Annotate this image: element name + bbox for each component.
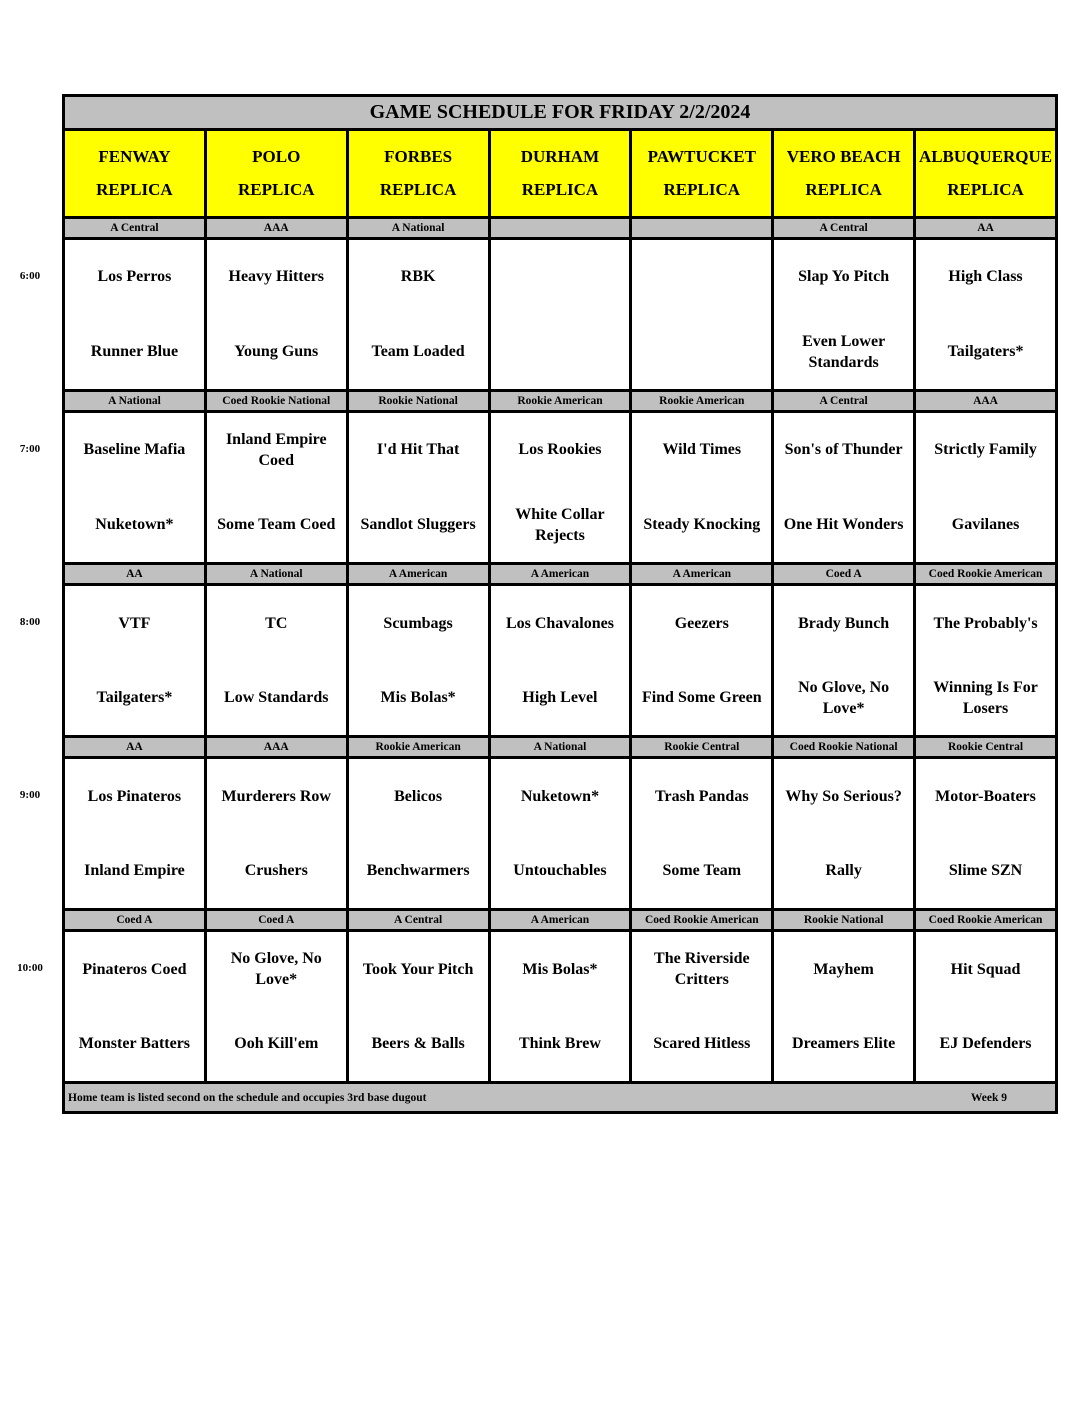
game-cell [631,930,773,1083]
away-team: Motor-Boaters [935,787,1036,805]
division-label: A American [347,564,489,584]
home-team: Winning Is For Losers [933,678,1038,717]
division-label: AAA [915,391,1057,411]
home-team: Even Lower Standards [802,332,886,371]
home-team: Untouchables [513,862,607,880]
away-team: Took Your Pitch [362,960,474,978]
division-label: AA [64,737,206,757]
away-team: Why So Serious? [785,787,902,805]
division-label: A Central [773,218,915,238]
away-team: Belicos [394,787,443,805]
time-label: 6:00 [19,269,41,282]
game-row [64,584,1057,737]
away-team: The Probably's [933,614,1038,632]
game-cell [773,411,915,564]
away-team: Los Rookies [518,441,602,459]
field-subtitle: REPLICA [663,180,741,200]
home-team: Dreamers Elite [792,1035,896,1053]
game-cell [631,757,773,910]
game-cell [489,757,631,910]
field-header [915,129,1057,218]
game-cell [64,757,206,910]
division-label: Coed A [205,910,347,930]
division-label: A Central [64,218,206,238]
division-row [64,391,1057,411]
away-team: Los Perros [97,268,172,286]
field-header [347,129,489,218]
game-cell [347,930,489,1083]
away-team: Mis Bolas* [522,960,598,978]
away-team: Scumbags [383,614,453,632]
division-label: A American [489,910,631,930]
time-label: 10:00 [17,962,43,975]
away-team: Geezers [674,614,729,632]
home-team: One Hit Wonders [783,516,904,534]
away-team: Slap Yo Pitch [798,268,890,286]
time-label: 8:00 [19,616,41,629]
footer-note: Home team is listed second on the schedule and occupies 3rd base dugout [68,1091,427,1104]
home-team: Benchwarmers [366,862,470,880]
field-header [773,129,915,218]
game-cell [489,930,631,1083]
away-team: The Riverside Critters [654,950,750,989]
division-row [64,737,1057,757]
field-header [64,129,206,218]
field-header-row [64,129,1057,218]
home-team: Scared Hitless [653,1035,751,1053]
away-team: Los Chavalones [505,614,614,632]
away-team: Mayhem [813,960,874,978]
home-team: Some Team Coed [217,516,336,534]
home-team [632,314,771,389]
division-label: Rookie American [347,737,489,757]
home-team: Think Brew [518,1035,601,1053]
home-team: High Level [522,689,598,707]
division-label: AA [915,218,1057,238]
division-label: Coed Rookie American [915,910,1057,930]
away-team: Hit Squad [950,960,1021,978]
home-team: Crushers [244,862,308,880]
division-label: AA [64,564,206,584]
game-row [64,757,1057,910]
game-cell [347,584,489,737]
field-name: VERO BEACH [786,147,901,167]
game-cell [915,757,1057,910]
division-label: Coed Rookie American [915,564,1057,584]
field-subtitle: REPLICA [96,180,173,200]
game-cell [205,584,347,737]
home-team: Team Loaded [371,343,465,361]
home-team: Monster Batters [78,1035,191,1053]
division-label: A National [205,564,347,584]
game-cell [347,757,489,910]
away-team [632,240,771,315]
game-cell [631,411,773,564]
game-cell [773,584,915,737]
division-label: A American [489,564,631,584]
home-team [491,314,630,389]
division-label: Rookie Central [915,737,1057,757]
field-name: FENWAY [98,147,171,167]
home-team: Runner Blue [90,343,179,361]
division-label: Rookie American [631,391,773,411]
time-label: 7:00 [19,442,41,455]
field-header [489,129,631,218]
home-team: Slime SZN [948,862,1023,880]
home-team: Gavilanes [951,516,1020,534]
field-name: FORBES [384,147,453,167]
game-cell [631,584,773,737]
game-cell [915,238,1057,391]
field-subtitle: REPLICA [379,180,457,200]
game-cell [64,584,206,737]
away-team: Baseline Mafia [83,441,186,459]
game-cell [205,930,347,1083]
game-row [64,411,1057,564]
division-label: A National [64,391,206,411]
home-team: Nuketown* [95,516,174,534]
footer-cell [64,1083,1057,1113]
game-row [64,930,1057,1083]
away-team: TC [265,614,288,632]
schedule-title: GAME SCHEDULE FOR FRIDAY 2/2/2024 [64,96,1057,130]
home-team: White Collar Rejects [515,505,605,544]
division-label: Rookie Central [631,737,773,757]
away-team: Son's of Thunder [784,441,903,459]
away-team: Murderers Row [221,787,331,805]
division-row [64,218,1057,238]
division-label: AAA [205,737,347,757]
field-subtitle: REPLICA [521,180,599,200]
game-cell [64,238,206,391]
division-label: Rookie American [489,391,631,411]
division-label: A American [631,564,773,584]
game-cell [915,930,1057,1083]
field-header [205,129,347,218]
home-team: Rally [825,862,862,880]
division-label: A National [489,737,631,757]
game-cell [773,930,915,1083]
home-team: Tailgaters* [96,689,173,707]
division-label: A Central [773,391,915,411]
home-team: Some Team [662,862,742,880]
division-label: Coed Rookie National [773,737,915,757]
away-team: Trash Pandas [655,787,749,805]
away-team: Pinateros Coed [82,960,187,978]
home-team: Young Guns [234,343,319,361]
game-row [64,238,1057,391]
division-label: Coed A [64,910,206,930]
game-cell [915,584,1057,737]
game-cell [489,584,631,737]
division-label: Coed Rookie American [631,910,773,930]
away-team: Inland Empire Coed [225,430,327,469]
game-cell [205,411,347,564]
division-label: Rookie National [347,391,489,411]
away-team: No Glove, No Love* [230,950,322,989]
home-team: Beers & Balls [371,1035,465,1053]
division-label [489,218,631,238]
game-cell [489,238,631,391]
away-team: Brady Bunch [798,614,890,632]
field-name: POLO [252,147,301,167]
away-team: I'd Hit That [376,441,460,459]
game-cell [347,238,489,391]
game-cell [773,757,915,910]
division-row [64,910,1057,930]
game-cell [205,238,347,391]
game-cell [205,757,347,910]
week-label: Week 9 [970,1091,1007,1104]
field-header [631,129,773,218]
field-subtitle: REPLICA [805,180,882,200]
division-label [631,218,773,238]
division-row [64,564,1057,584]
home-team: Ooh Kill'em [234,1035,319,1053]
game-cell [489,411,631,564]
game-cell [631,238,773,391]
home-team: Inland Empire [84,862,185,880]
footer-row [64,1083,1057,1113]
away-team: RBK [400,268,436,286]
away-team: Wild Times [662,441,742,459]
away-team [491,240,630,315]
away-team: High Class [948,268,1023,286]
field-name: PAWTUCKET [647,147,756,167]
home-team: Steady Knocking [643,516,761,534]
game-cell [64,930,206,1083]
home-team: EJ Defenders [939,1035,1032,1053]
game-cell [915,411,1057,564]
game-cell [773,238,915,391]
division-label: Rookie National [773,910,915,930]
away-team: VTF [118,614,151,632]
division-label: A National [347,218,489,238]
time-label: 9:00 [19,789,41,802]
home-team: Sandlot Sluggers [360,516,476,534]
home-team: No Glove, No Love* [798,678,890,717]
division-label: A Central [347,910,489,930]
field-name: DURHAM [520,147,600,167]
game-cell [64,411,206,564]
home-team: Low Standards [224,689,329,707]
game-cell [347,411,489,564]
away-team: Heavy Hitters [228,268,325,286]
field-name: ALBUQUERQUE [918,147,1053,167]
away-team: Los Pinateros [87,787,182,805]
home-team: Find Some Green [641,689,762,707]
division-label: Coed A [773,564,915,584]
division-label: AAA [205,218,347,238]
away-team: Nuketown* [520,787,600,805]
division-label: Coed Rookie National [205,391,347,411]
home-team: Mis Bolas* [380,689,456,707]
schedule-table [62,94,1058,1114]
field-subtitle: REPLICA [238,180,315,200]
away-team: Strictly Family [934,441,1037,459]
home-team: Tailgaters* [947,343,1024,361]
field-subtitle: REPLICA [947,180,1024,200]
